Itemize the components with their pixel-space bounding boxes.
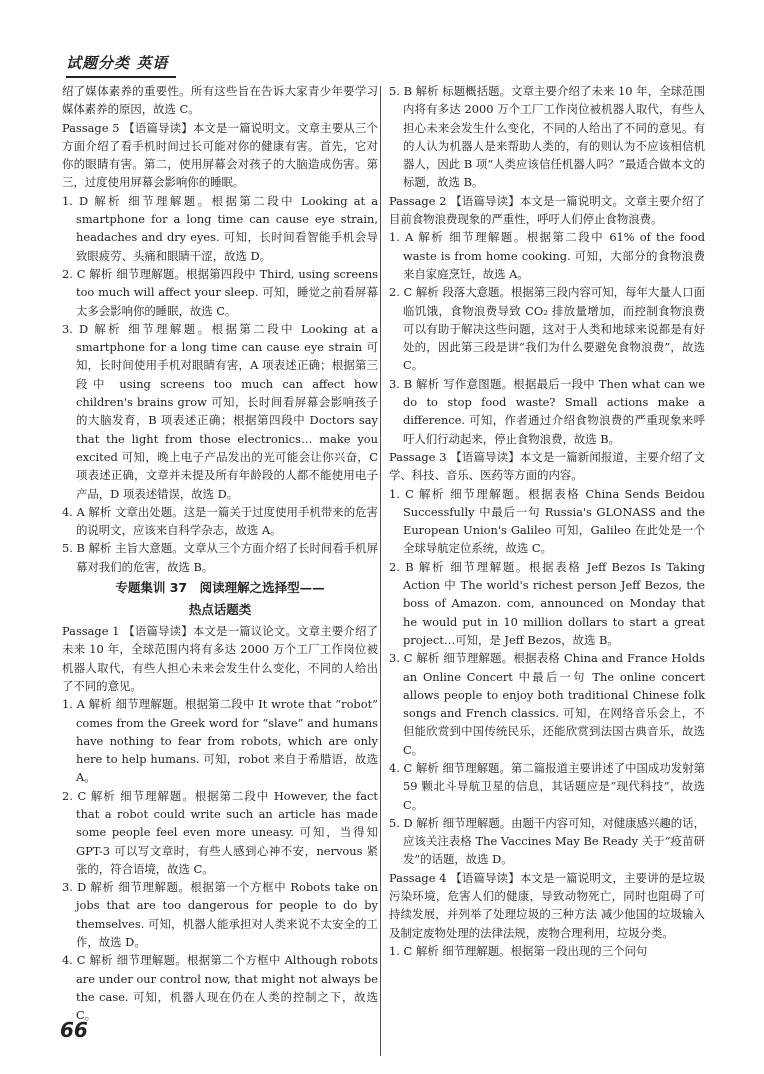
answer-item: 3. C 解析 细节理解题。根据表格 China and France Holds an Online Concert 中最后一句 The online concert allows people to enjoy both traditional Chinese folk songs and French classics. 可知，在网络音乐会上，不但能欣赏到中国传统民乐，还能欣赏到法国古典音乐，故选 C。 [389,651,705,757]
answer-item: 3. B 解析 写作意图题。根据最后一段中 Then what can we do to stop food waste? Small actions make a difference. 可知，作者通过介绍食物浪费的严重现象来呼吁人们行动起来，停止食物浪费，故选 B。 [389,376,705,446]
answer-item: 2. C 解析 段落大意题。根据第三段内容可知，每年大量人口面临饥饿，食物浪费导致 CO₂ 排放量增加，而控制食物浪费可以有助于解决这些问题，这对于人类和地球来说都是有好处的，因此第三段是讲“我们为什么要避免食物浪费”，故选 C。 [389,285,705,373]
answer-item: 2. B 解析 细节理解题。根据表格 Jeff Bezos Is Taking Action 中 The world's richest person Jeff Bezos, the boss of Amazon. com, announced on Monday that he would put in 10 million dollars to start a great project…可知，是 Jeff Bezos，故选 B。 [389,559,705,647]
left-column [62,82,378,1025]
passage-paragraph: Passage 5 【语篇导读】本文是一篇说明文。文章主要从三个方面介绍了看手机时间过长可能对你的健康有害。首先，它对你的眼睛有害。第二，使用屏幕会对孩子的大脑造成伤害。第三，过度使用屏幕会影响你的睡眠。 [62,120,378,190]
answer-item: 1. A 解析 细节理解题。根据第二段中 It wrote that “robot” comes from the Greek word for “slave” and humans have nothing to fear from robots, which are only here to help humans. 可知，robot 来自于希腊语，故选 A。 [62,697,378,785]
answer-item: 5. D 解析 细节理解题。由题干内容可知，对健康感兴趣的话，应该关注表格 The Vaccines May Be Ready 关于“疫苗研发”的话题，故选 D。 [389,815,705,867]
answer-item: 1. C 解析 细节理解题。根据表格 China Sends Beidou Successfully 中最后一句 Russia's GLONASS and the European Union's Galileo 可知，Galileo 在此处是一个全球导航定位系统，故选 C。 [389,486,705,556]
answer-item: 1. C 解析 细节理解题。根据第一段出现的三个问句 [389,943,648,958]
answer-item: 4. C 解析 细节理解题。根据第二个方框中 Although robots are under our control now, that might not always be the case. 可知，机器人现在仍在人类的控制之下，故选 C。 [62,953,378,1023]
passage-paragraph: Passage 3 【语篇导读】本文是一篇新闻报道，主要介绍了文学、科技、音乐、医药等方面的内容。 [389,449,705,483]
answer-item: 5. B 解析 标题概括题。文章主要介绍了未来 10 年，全球范围内将有多达 2000 万个工厂工作岗位被机器人取代，有些人担心未来会发生什么变化，不同的人给出了不同的意见。有的人认为机器人是来帮助人类的，有的则认为不应该相信机器人，因此 B 项“人类应该信任机器人吗？”最适合做本文的标题，故选 B。 [389,84,705,190]
answer-item: 1. D 解析 细节理解题。根据第二段中 Looking at a smartphone for a long time can cause eye strain, headaches and dry eyes. 可知，长时间看智能手机会导致眼疲劳、头痛和眼睛干涩，故选 D。 [62,193,378,263]
section-title: 专题集训 37 阅读理解之选择型—— [115,580,325,596]
passage-paragraph: Passage 1 【语篇导读】本文是一篇议论文。文章主要介绍了未来 10 年，全球范围内将有多达 2000 万个工厂工作岗位被机器人取代，有些人担心未来会发生什么变化，不同的人给出了不同的意见。 [62,624,378,693]
right-column [389,82,705,960]
header-title: 试题分类 英语 [66,54,169,72]
answer-item: 4. C 解析 细节理解题。第二篇报道主要讲述了中国成功发射第 59 颗北斗导航卫星的信息，其话题应是“现代科技”，故选 C。 [389,760,705,812]
answer-item: 1. A 解析 细节理解题。根据第二段中 61% of the food waste is from home cooking. 可知，大部分的食物浪费来自家庭烹饪，故选 A。 [389,230,705,281]
section-title: 热点话题类 [188,602,252,618]
page-number: 66 [60,1018,88,1042]
passage-paragraph: Passage 4 【语篇导读】本文是一篇说明文，主要讲的是垃圾污染环境，危害人们的健康，导致动物死亡，同时也阻碍了可持续发展，并列举了处理垃圾的三种方法 减少他国的垃圾输入及制定废物处理的法律法规，废物合理利用，垃圾分类。 [389,870,705,940]
answer-item: 5. B 解析 主旨大意题。文章从三个方面介绍了长时间看手机屏幕对我们的危害，故选 B。 [62,541,378,574]
passage-paragraph: 绍了媒体素养的重要性。所有这些旨在告诉大家青少年要学习媒体素养的原因，故选 C。 [62,84,378,117]
page-header [66,52,176,78]
answer-item: 2. C 解析 细节理解题。根据第四段中 Third, using screens too much will affect your sleep. 可知，睡觉之前看屏幕太多会影响你的睡眠，故选 C。 [62,266,378,318]
column-divider [380,86,381,1056]
answer-item: 2. C 解析 细节理解题。根据第二段中 However, the fact that a robot could write such an article has made some people feel even more uneasy. 可知，当得知 GPT-3 可以写文章时，有些人感到心神不安，nervous 紧张的，符合语境，故选 C。 [62,788,378,876]
passage-paragraph: Passage 2 【语篇导读】本文是一篇说明文。文章主要介绍了目前食物浪费现象的严重性，呼吁人们停止食物浪费。 [389,193,705,227]
answer-item: 4. A 解析 文章出处题。这是一篇关于过度使用手机带来的危害的说明文，应该来自科学杂志，故选 A。 [62,504,378,538]
answer-item: 3. D 解析 细节理解题。根据第一个方框中 Robots take on jobs that are too dangerous for people to do by themselves. 可知，机器人能承担对人类来说不太安全的工作，故选 D。 [62,880,378,950]
answer-item: 3. D 解析 细节理解题。根据第二段中 Looking at a smartphone for a long time can cause eye strain 可知，长时间使用手机对眼睛有害，A 项表述正确；根据第三段中 using screens too much can affect how children's brains grow 可知，长时间看屏幕会影响孩子的大脑发育，B 项表述正确；根据第四段中 Doctors say that the light from those electronics… make you excited 可知，晚上电子产品发出的光可能会让你兴奋，C 项表述正确，文章并未提及所有年龄段的人都不能使用电子产品，D 项表述错误，故选 D。 [62,321,378,501]
